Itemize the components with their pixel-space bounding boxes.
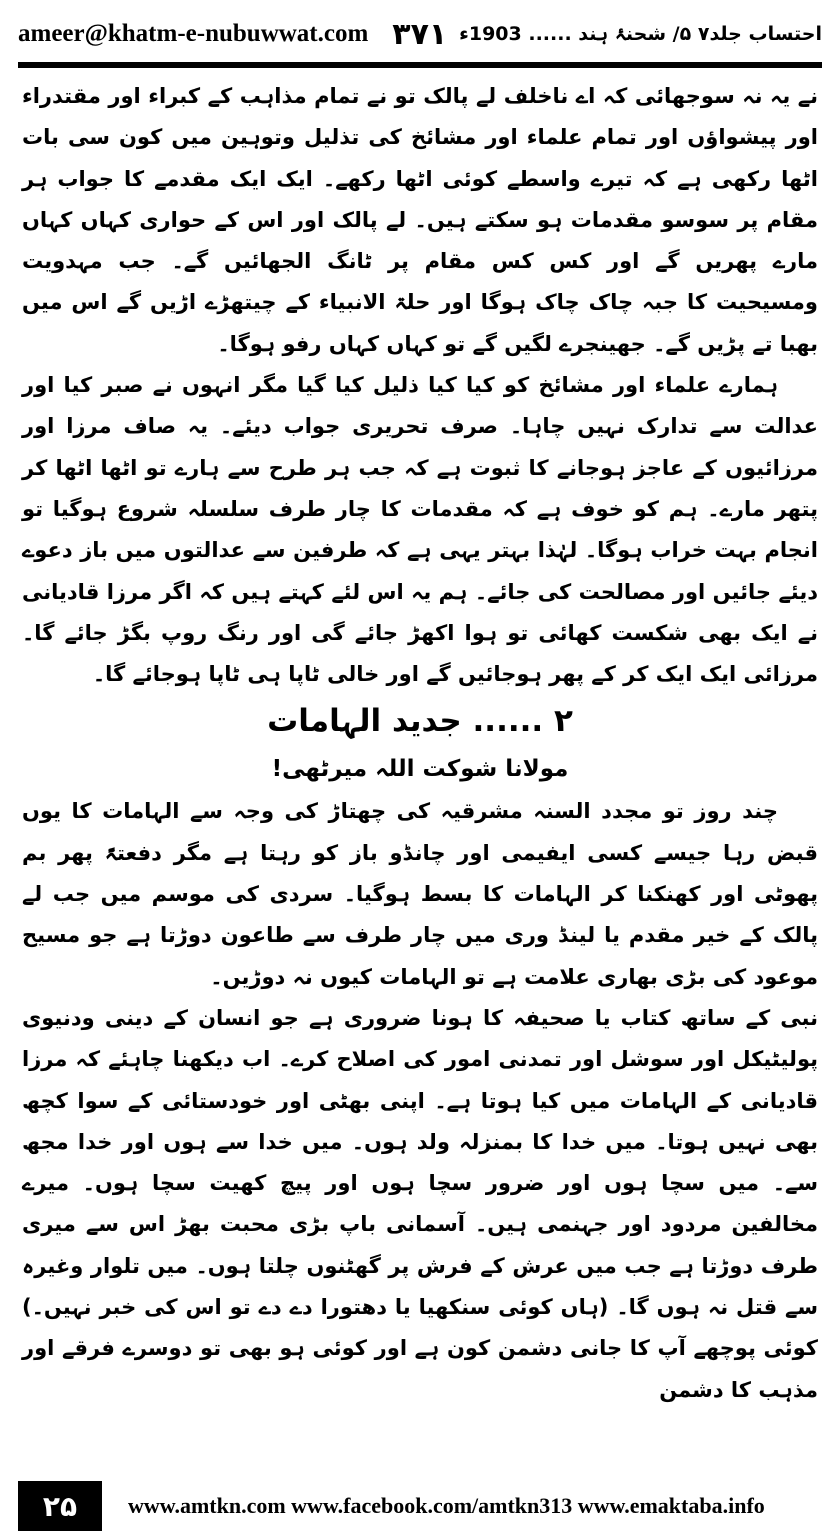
author-line: مولانا شوکت اللہ میرٹھی! xyxy=(271,756,569,783)
paragraph-4: نبی کے ساتھ کتاب یا صحیفہ کا ہونا ضروری ہے جو انسان کے دینی ودنیوی پولیٹیکل اور سوشل اور تمدنی امور کی اصلاح کرے۔ اب دیکھنا چاہئے کہ مرزا قادیانی کے الہامات میں کیا ہوتا ہے۔ اپنی بھٹی اور خودستائی کے سوا کچھ بھی نہیں ہوتا۔ میں خدا کا بمنزلہ ولد ہوں۔ میں خدا سے ہوں اور خدا مجھ سے۔ میں سچا ہوں اور ضرور سچا ہوں اور پیچ کھیت سچا ہوں۔ میرے مخالفین مردود اور جہنمی ہیں۔ آسمانی باپ بڑی محبت بھڑ اس سے میری طرف دوڑتا ہے جب میں عرش کے فرش پر گھٹنوں چلتا ہوں۔ میں تلوار وغیرہ سے قتل نہ ہوں گا۔ (ہاں کوئی سنکھیا یا دھتورا دے دے تو اس کی خبر نہیں۔) کوئی پوچھے آپ کا جانی دشمن کون ہے اور کوئی ہو بھی تو دوسرے فرقے اور مذہب کا دشمن xyxy=(22,1005,818,1402)
header-page-number: ۳۷۱ xyxy=(392,16,448,52)
page-body xyxy=(22,76,818,1468)
paragraph-3: چند روز تو مجدد السنہ مشرقیہ کی چھتاڑ کی وجہ سے الہامات کا یوں قبض رہا جیسے کسی ایفیمی اور چانڈو باز کو رہتا ہے مگر دفعتۃً پھر بم پھوٹی اور کھنکنا کر الہامات کا بسط ہوگیا۔ سردی کی موسم میں جب لے پالک کے خیر مقدم یا لینڈ وری میں چار طرف سے طاعون دوڑتا ہے جو مسیح موعود کی بڑی بھاری علامت ہے تو الہامات کیوں نہ دوڑیں۔ xyxy=(22,799,818,989)
section-heading: ۲ ...... جدید الہامات xyxy=(267,703,573,740)
paragraph-2: ہمارے علماء اور مشائخ کو کیا کیا ذلیل کیا گیا مگر انہوں نے صبر کیا اور عدالت سے تدارک نہیں چاہا۔ صرف تحریری جواب دیئے۔ یہ صاف مرزا اور مرزائیوں کے عاجز ہوجانے کا ثبوت ہے کہ جب ہر طرح سے ہارے تو اٹھا اٹھا کر پتھر مارے۔ ہم کو خوف ہے کہ مقدمات کا چار طرف سلسلہ شروع ہوگیا تو انجام بہت خراب ہوگا۔ لہٰذا بہتر یہی ہے کہ طرفین سے عدالتوں میں باز دعوے دیئے جائیں اور مصالحت کی جائے۔ ہم یہ اس لئے کہتے ہیں کہ اگر مرزا قادیانی نے ایک بھی شکست کھائی تو ہوا اکھڑ جائے گی اور رنگ روپ بگڑ جائے گا۔ مرزائی ایک ایک کر کے پھر ہوجائیں گے اور خالی ٹاپا ہی ٹاپا ہوجائے گا۔ xyxy=(22,373,818,687)
footer-links[interactable]: www.amtkn.com www.facebook.com/amtkn313 www.emaktaba.info xyxy=(128,1493,765,1518)
paragraph-1: نے یہ نہ سوجھائی کہ اے ناخلف لے پالک تو نے تمام مذاہب کے کبراء اور مقتدراء اور پیشواؤں اور تمام علماء اور مشائخ کی تذلیل وتوہین میں کون سی بات اٹھا رکھی ہے کہ تیرے واسطے کوئی اٹھا رکھے۔ ایک ایک مقدمے کا جواب ہر مقام پر سوسو مقدمات ہو سکتے ہیں۔ لے پالک اور اس کے حواری کہاں کہاں مارے پھریں گے اور کس کس مقام پر ٹانگ الجھائیں گے۔ جب مہدویت ومسیحیت کا جبہ چاک چاک ہوگا اور حلۃ الانبیاء کے چیتھڑے اڑیں گے اس میں بھبا تے پڑیں گے۔ جھینجرے لگیں گے تو کہاں کہاں رفو ہوگا۔ xyxy=(22,84,818,356)
page-footer xyxy=(18,1478,822,1534)
header-left xyxy=(18,17,447,52)
header-rule xyxy=(18,62,822,68)
page-header xyxy=(18,8,822,60)
header-book-title: احتساب جلد۷ ۵/ شحنۂ ہند ...... 1903ء xyxy=(459,23,822,45)
footer-page-number: ۲۵ xyxy=(18,1481,102,1531)
header-email: ameer@khatm-e-nubuwwat.com xyxy=(18,20,369,47)
